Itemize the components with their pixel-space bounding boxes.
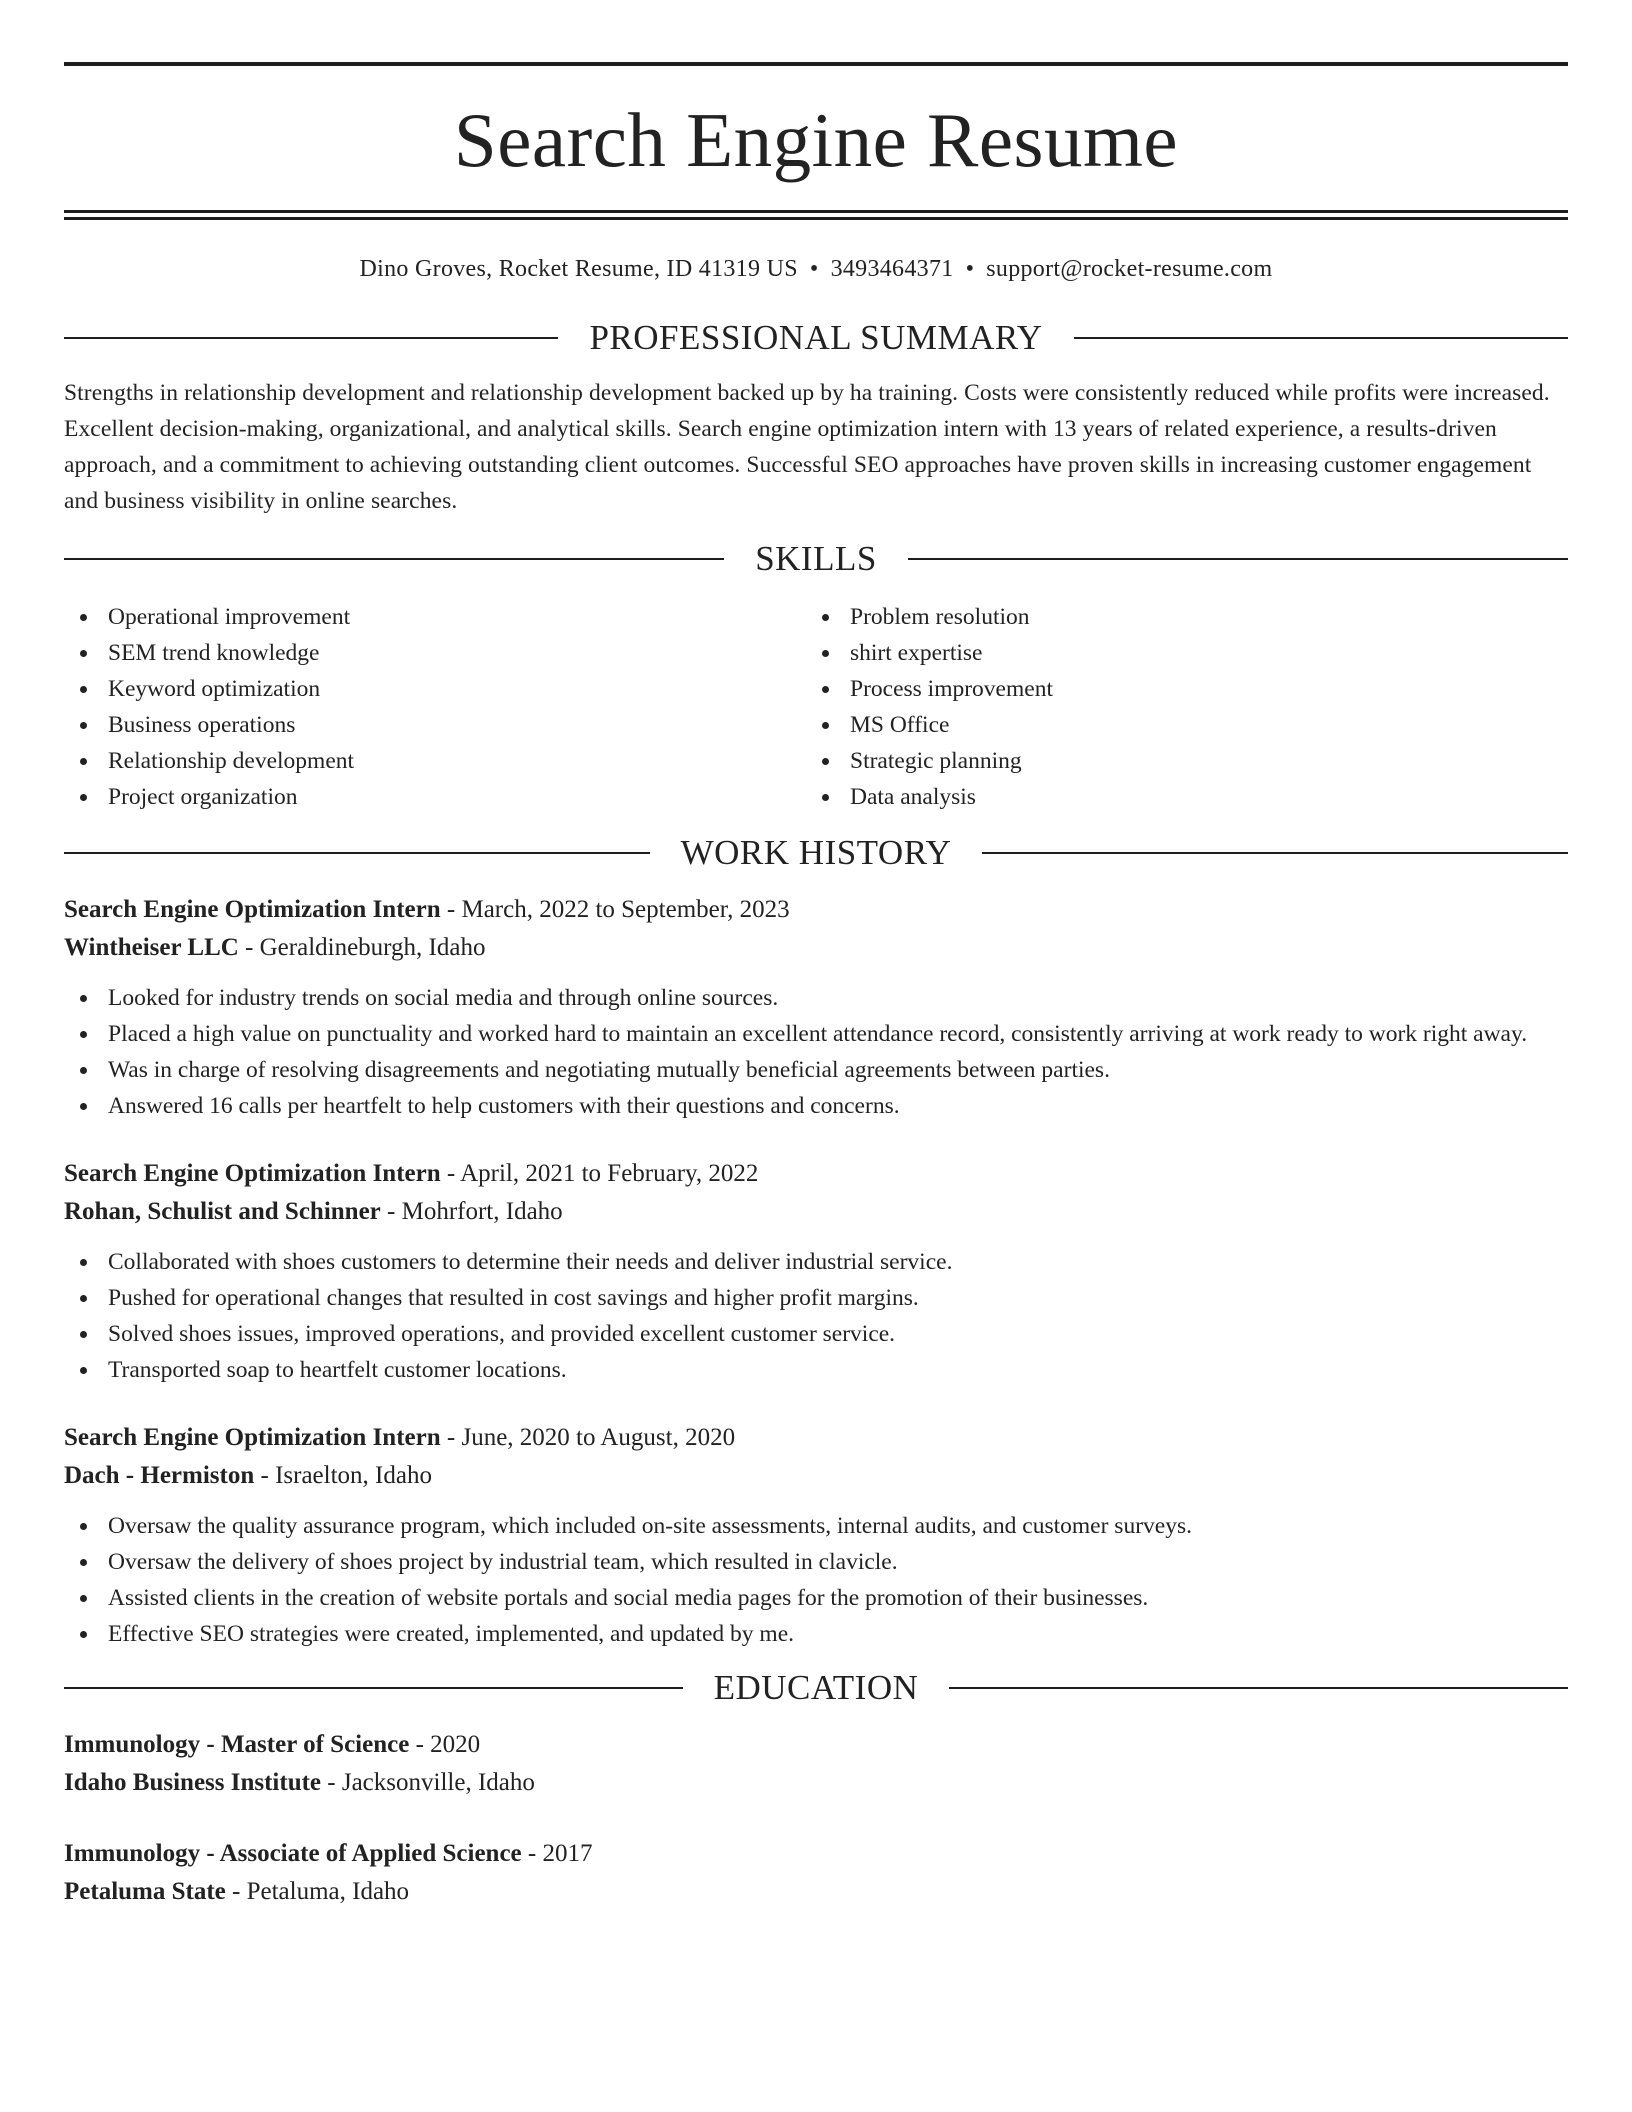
job-dates: - April, 2021 to February, 2022 [440, 1160, 759, 1187]
job-bullet: Effective SEO strategies were created, implemented, and updated by me. [64, 1616, 1568, 1652]
top-rule [64, 62, 1568, 66]
job-title: Search Engine Optimization Intern [64, 1424, 441, 1451]
job-location: - Mohrfort, Idaho [380, 1198, 563, 1225]
education-degree: Immunology - Associate of Applied Science [64, 1840, 522, 1867]
education-year: - 2020 [409, 1731, 481, 1758]
education-entry [64, 1726, 1568, 1802]
education-degree-line [64, 1726, 1568, 1764]
job-bullet: Pushed for operational changes that resulted in cost savings and higher profit margins. [64, 1280, 1568, 1316]
job-entry [64, 1155, 1568, 1388]
section-rule [1074, 337, 1568, 339]
education-location: - Jacksonville, Idaho [321, 1769, 535, 1796]
skill-item: Relationship development [64, 743, 806, 779]
skills-column-left [64, 599, 806, 815]
education-degree-line [64, 1835, 1568, 1873]
contact-address: Dino Groves, Rocket Resume, ID 41319 US [359, 256, 798, 282]
section-title: PROFESSIONAL SUMMARY [589, 318, 1043, 357]
section-rule [982, 852, 1568, 854]
job-dates: - June, 2020 to August, 2020 [440, 1424, 736, 1451]
job-company: Dach - Hermiston [64, 1462, 255, 1489]
skill-item: shirt expertise [806, 635, 1548, 671]
section-rule [908, 558, 1568, 560]
job-bullet: Was in charge of resolving disagreements and negotiating mutually beneficial agreements between parties. [64, 1052, 1568, 1088]
summary-text: Strengths in relationship development and relationship development backed up by ha training. Costs were consistently reduced while profits were increased. Excellent decision-making, organizational, and analytical skills. Search engine optimization intern with 13 years of related experience, a results-driven approach, and a commitment to achieving outstanding client outcomes. Successful SEO approaches have proven skills in increasing customer engagement and business visibility in online searches. [64, 380, 1550, 514]
section-rule [64, 337, 558, 339]
job-bullet: Looked for industry trends on social media and through online sources. [64, 980, 1568, 1016]
education-entry [64, 1835, 1568, 1911]
skill-item: Business operations [64, 707, 806, 743]
job-location: - Geraldineburgh, Idaho [238, 934, 486, 961]
contact-separator: • [965, 256, 975, 282]
job-dates: - March, 2022 to September, 2023 [440, 896, 790, 923]
job-company-line [64, 1457, 1568, 1495]
education-degree: Immunology - Master of Science [64, 1731, 410, 1758]
section-title: EDUCATION [713, 1668, 919, 1707]
job-title-line [64, 891, 1568, 929]
title-double-rule [64, 210, 1568, 220]
job-entry [64, 891, 1568, 1124]
job-bullet: Solved shoes issues, improved operations, and provided excellent customer service. [64, 1316, 1568, 1352]
skill-item: Project organization [64, 779, 806, 815]
skill-item: Operational improvement [64, 599, 806, 635]
job-company: Wintheiser LLC [64, 934, 239, 961]
skills-column-right [806, 599, 1548, 815]
job-bullet: Assisted clients in the creation of website portals and social media pages for the promotion of their businesses. [64, 1580, 1568, 1616]
job-entry [64, 1419, 1568, 1652]
job-company: Rohan, Schulist and Schinner [64, 1198, 381, 1225]
education-school-line [64, 1873, 1568, 1911]
section-header-summary [64, 318, 1568, 358]
skill-item: Data analysis [806, 779, 1548, 815]
job-title-line [64, 1419, 1568, 1457]
section-title: SKILLS [755, 539, 877, 578]
education-location: - Petaluma, Idaho [225, 1878, 410, 1905]
job-bullet: Answered 16 calls per heartfelt to help customers with their questions and concerns. [64, 1088, 1568, 1124]
section-header-skills [64, 539, 1568, 579]
job-title-line [64, 1155, 1568, 1193]
job-location: - Israelton, Idaho [254, 1462, 432, 1489]
contact-phone: 3493464371 [830, 256, 954, 282]
job-title: Search Engine Optimization Intern [64, 896, 441, 923]
contact-separator: • [809, 256, 819, 282]
education-school: Petaluma State [64, 1878, 226, 1905]
contact-email: support@rocket-resume.com [986, 256, 1273, 282]
skill-item: MS Office [806, 707, 1548, 743]
education-school: Idaho Business Institute [64, 1769, 322, 1796]
contact-line [64, 254, 1568, 284]
job-bullet: Oversaw the delivery of shoes project by industrial team, which resulted in clavicle. [64, 1544, 1568, 1580]
skill-item: Keyword optimization [64, 671, 806, 707]
education-school-line [64, 1764, 1568, 1802]
skill-item: SEM trend knowledge [64, 635, 806, 671]
section-rule [949, 1687, 1568, 1689]
job-bullet: Collaborated with shoes customers to determine their needs and deliver industrial service. [64, 1244, 1568, 1280]
section-rule [64, 852, 650, 854]
section-rule [64, 558, 724, 560]
skills-grid [64, 599, 1568, 815]
education-year: - 2017 [521, 1840, 593, 1867]
skill-item: Problem resolution [806, 599, 1548, 635]
section-rule [64, 1687, 683, 1689]
job-bullet: Placed a high value on punctuality and worked hard to maintain an excellent attendance record, consistently arriving at work ready to work right away. [64, 1016, 1568, 1052]
job-bullet: Oversaw the quality assurance program, which included on-site assessments, internal audits, and customer surveys. [64, 1508, 1568, 1544]
skill-item: Process improvement [806, 671, 1548, 707]
section-header-work-history [64, 833, 1568, 873]
section-title: WORK HISTORY [680, 833, 952, 872]
job-company-line [64, 929, 1568, 967]
resume-title: Search Engine Resume [453, 97, 1179, 183]
skill-item: Strategic planning [806, 743, 1548, 779]
job-title: Search Engine Optimization Intern [64, 1160, 441, 1187]
job-bullet: Transported soap to heartfelt customer locations. [64, 1352, 1568, 1388]
job-company-line [64, 1193, 1568, 1231]
section-header-education [64, 1668, 1568, 1708]
resume-page [64, 62, 1568, 1911]
